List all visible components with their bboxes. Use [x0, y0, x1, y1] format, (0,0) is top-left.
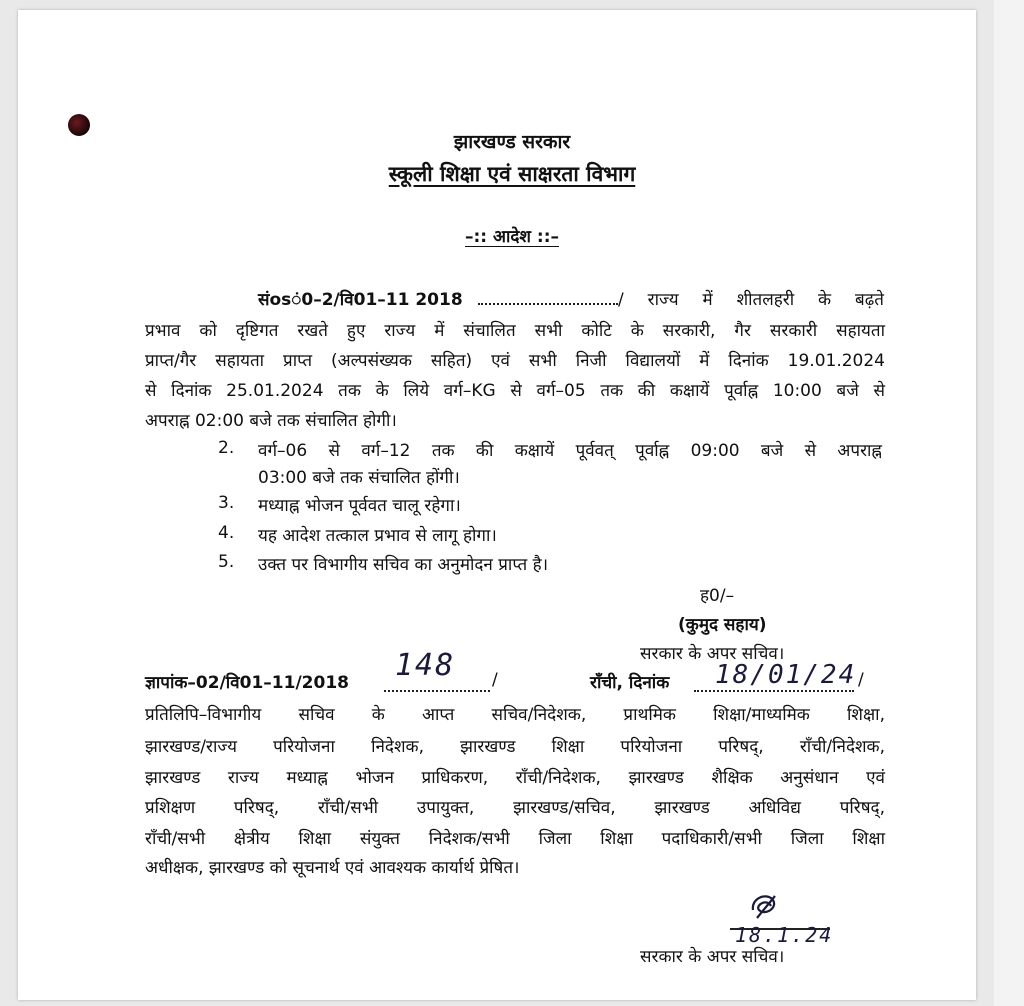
- intro-line: से दिनांक 25.01.2024 तक के लिये वर्ग–KG से वर्ग–05 तक की कक्षायें पूर्वाह्न 10:00 बजे से: [145, 381, 885, 401]
- point-number: 4.: [218, 523, 235, 543]
- final-date-handwritten: 18.1.24: [735, 923, 834, 947]
- government-heading: झारखण्ड सरकार: [453, 131, 571, 153]
- point-line: मध्याह्न भोजन पूर्ववत चालू रहेगा।: [258, 496, 461, 516]
- reference-dotted-line: [478, 303, 618, 305]
- final-designation: सरकार के अपर सचिव।: [640, 947, 785, 967]
- copy-to-line: झारखण्ड/राज्य परियोजना निदेशक, झारखण्ड शिक्षा परियोजना परिषद्, राँची/निदेशक,: [145, 737, 885, 757]
- signatory-designation: सरकार के अपर सचिव।: [640, 644, 785, 664]
- copy-to-line: प्रशिक्षण परिषद्, राँची/सभी उपायुक्त, झारखण्ड/सचिव, झारखण्ड अधिविद्य परिषद्,: [145, 798, 885, 818]
- order-reference: [258, 287, 618, 310]
- point-line: 03:00 बजे तक संचालित होंगी।: [258, 468, 460, 488]
- slash-separator: /: [858, 670, 864, 690]
- memo-number-label: ज्ञापांक–02/वि01–11/2018: [145, 673, 349, 693]
- date-handwritten: 18/01/24: [715, 660, 857, 690]
- memo-number-dotted-line: [384, 690, 490, 692]
- initials-signature-icon: [745, 890, 785, 924]
- place-date-label: राँची, दिनांक: [590, 673, 670, 693]
- date-dotted-line: [694, 690, 854, 692]
- copy-to-first-line: प्रतिलिपि–विभागीय सचिव के आप्त सचिव/निदेशक, प्राथमिक शिक्षा/माध्यमिक शिक्षा,: [145, 705, 885, 725]
- signed-mark: ह0/–: [700, 586, 735, 606]
- point-number: 3.: [218, 493, 235, 513]
- intro-line: प्राप्त/गैर सहायता प्राप्त (अल्पसंख्यक सहित) एवं सभी निजी विद्यालयों में दिनांक 19.01.2024: [145, 351, 885, 371]
- intro-line: / राज्य में शीतलहरी के बढ़ते: [618, 290, 884, 310]
- reference-number: संosं0–2/वि01–11 2018: [258, 290, 463, 310]
- copy-to-line: झारखण्ड राज्य मध्याह्न भोजन प्राधिकरण, राँची/निदेशक, झारखण्ड शैक्षिक अनुसंधान एवं: [145, 768, 885, 788]
- intro-line: अपराह्न 02:00 बजे तक संचालित होगी।: [145, 411, 397, 431]
- memo-number-handwritten: 148: [395, 648, 456, 683]
- signatory-name: (कुमुद सहाय): [678, 615, 767, 635]
- point-line: उक्त पर विभागीय सचिव का अनुमोदन प्राप्त है।: [258, 555, 549, 575]
- copy-to-line: [145, 702, 885, 725]
- copy-to-line: अधीक्षक, झारखण्ड को सूचनार्थ एवं आवश्यक कार्यार्थ प्रेषित।: [145, 858, 520, 878]
- copy-to-line: राँची/सभी क्षेत्रीय शिक्षा संयुक्त निदेशक/सभी जिला शिक्षा पदाधिकारी/सभी जिला शिक्षा: [145, 829, 885, 849]
- order-title: –:: आदेश ::–: [465, 227, 559, 247]
- point-number: 2.: [218, 438, 235, 458]
- point-number: 5.: [218, 552, 235, 572]
- point-line: यह आदेश तत्काल प्रभाव से लागू होगा।: [258, 526, 497, 546]
- department-heading: स्कूली शिक्षा एवं साक्षरता विभाग: [388, 162, 636, 186]
- point-line: वर्ग–06 से वर्ग–12 तक की कक्षायें पूर्ववत् पूर्वाह्न 09:00 बजे से अपराह्न: [258, 441, 882, 461]
- intro-line: प्रभाव को दृष्टिगत रखते हुए राज्य में संचालित सभी कोटि के सरकारी, गैर सरकारी सहायता: [145, 321, 885, 341]
- slash-separator: /: [492, 670, 498, 690]
